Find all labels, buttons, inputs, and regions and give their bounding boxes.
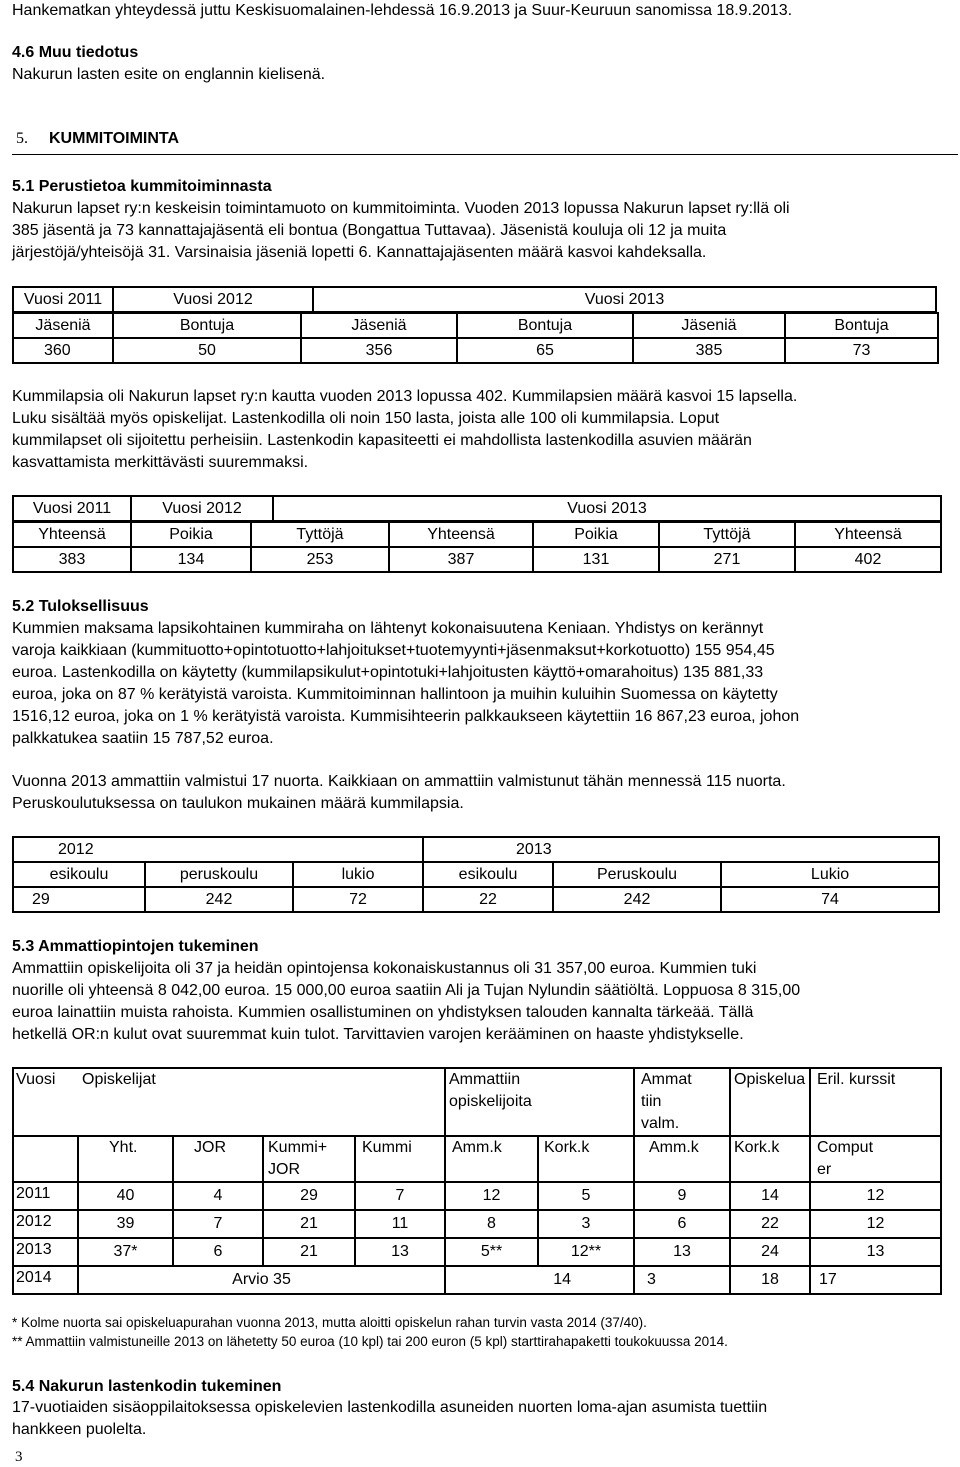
head-text: JOR [268, 1161, 300, 1178]
text-line: Ammattiin opiskelijoita oli 37 ja heidän opintojensa kokonaiskustannus oli 31 357,00 euroa. Kummien tuki [12, 960, 757, 977]
text-line: Kummien maksama lapsikohtainen kummiraha on lähtenyt kokonaisuutena Keniaan. Yhdistys on kerännyt [12, 620, 764, 637]
cell: 29 [263, 1182, 355, 1210]
section-5-1-paragraph-2 [12, 386, 797, 474]
table-row-2014 [13, 1266, 941, 1294]
head-text: Kummi+ [268, 1139, 328, 1156]
cell: 40 [78, 1182, 173, 1210]
year-cell: Vuosi 2012 [131, 496, 273, 521]
chapter-number: 5. [16, 130, 28, 147]
section-5-4-paragraph [12, 1397, 767, 1441]
cell: 13 [634, 1238, 730, 1266]
value-cell: 360 [13, 338, 113, 363]
header-cell: Jäseniä [633, 313, 785, 338]
head-kork-k: Kork.k [538, 1136, 634, 1182]
cell: 6 [173, 1238, 263, 1266]
cell: 21 [263, 1210, 355, 1238]
cell: 24 [730, 1238, 810, 1266]
head-amm-k: Amm.k [634, 1136, 730, 1182]
year-cell: Vuosi 2013 [273, 496, 941, 521]
section-5-3-heading: 5.3 Ammattiopintojen tukeminen [12, 938, 259, 955]
cell-year: 2012 [13, 1210, 78, 1238]
head-opiskelijat: Opiskelijat [78, 1068, 445, 1136]
children-table-body [12, 521, 942, 573]
members-table [12, 286, 937, 313]
table-row [13, 1182, 941, 1210]
section-5-2-heading: 5.2 Tuloksellisuus [12, 598, 149, 615]
text-line: palkkatukea saatiin 15 787,52 euroa. [12, 730, 274, 747]
cell-year: 2013 [13, 1238, 78, 1266]
head-kummi-jor [263, 1136, 355, 1182]
value-cell: 402 [795, 547, 941, 572]
cell-year: 2011 [13, 1182, 78, 1210]
head-computer [810, 1136, 941, 1182]
section-5-1-paragraph [12, 198, 790, 264]
cell-year: 2014 [13, 1266, 78, 1294]
text-line: 17-vuotiaiden sisäoppilaitoksessa opiskelevien lastenkodilla asuneiden nuorten loma-ajan asumista tuettiin [12, 1399, 768, 1416]
head-amm-k: Amm.k [445, 1136, 538, 1182]
year-cell: Vuosi 2013 [313, 287, 936, 312]
header-cell: Bontuja [457, 313, 633, 338]
value-cell: 242 [553, 887, 721, 912]
section-5-2-paragraph [12, 618, 799, 750]
text-line: Peruskoulutuksessa on taulukon mukainen määrä kummilapsia. [12, 795, 464, 812]
header-cell: Peruskoulu [553, 862, 721, 887]
footnote: ** Ammattiin valmistuneille 2013 on lähetetty 50 euroa (10 kpl) tai 200 euron (5 kpl) starttirahapaketti toukokuussa 2014. [12, 1334, 728, 1349]
head-ammattiin-valmistuneet [634, 1068, 730, 1136]
header-line: Hankematkan yhteydessä juttu Keskisuomalainen-lehdessä 16.9.2013 ja Suur-Keuruun sanomissa 18.9.2013. [12, 2, 793, 19]
value-cell: 50 [113, 338, 301, 363]
text-line: Nakurun lapset ry:n keskeisin toimintamuoto on kummitoiminta. Vuoden 2013 lopussa Nakurun lapset ry:llä oli [12, 200, 790, 217]
cell: 14 [445, 1266, 634, 1294]
chapter-5-heading [12, 128, 958, 155]
cell: 12 [810, 1210, 941, 1238]
header-cell: Tyttöjä [659, 522, 795, 547]
value-cell: 134 [131, 547, 251, 572]
value-cell: 74 [721, 887, 939, 912]
header-cell: Bontuja [785, 313, 938, 338]
members-table-body [12, 312, 939, 364]
text-line: 1516,12 euroa, joka on 1 % kerätyistä varoista. Kummisihteerin palkkaukseen käytettiin 16 867,23 euroa, johon [12, 708, 800, 725]
header-cell: Lukio [721, 862, 939, 887]
text-line: euroa. Lastenkodilla on käytetty (kummilapsikulut+opintotuki+lahjoitusten käyttö+omarahoitus) 135 881,33 [12, 664, 764, 681]
year-cell: Vuosi 2011 [13, 496, 131, 521]
text-line: varoja kaikkiaan (kummituotto+opintotuotto+lahjoitukset+tuotemyynti+jäsenmaksut+korkotuotto) 155 954,45 [12, 642, 775, 659]
value-cell: 242 [145, 887, 293, 912]
section-5-3-paragraph [12, 958, 800, 1046]
section-5-4-heading: 5.4 Nakurun lastenkodin tukeminen [12, 1378, 282, 1395]
head-ammattiin-opiskelijoita [445, 1068, 634, 1136]
text-line: euroa, joka on 87 % kerätyistä varoista. Kummitoiminnan hallintoon ja muihin kuluihin Suomessa on käytetty [12, 686, 778, 703]
footnotes [12, 1313, 728, 1351]
value-cell: 72 [293, 887, 423, 912]
text-line: Kummilapsia oli Nakurun lapset ry:n kautta vuoden 2013 lopussa 402. Kummilapsien määrä kasvoi 15 lapsella. [12, 388, 798, 405]
value-cell: 29 [13, 887, 145, 912]
section-5-2-paragraph-2 [12, 771, 786, 815]
header-cell: Yhteensä [13, 522, 131, 547]
head-eril-kurssit: Eril. kurssit [810, 1068, 941, 1136]
text-line: Luku sisältää myös opiskelijat. Lastenkodilla oli noin 150 lasta, joista alle 100 oli kummilapsia. Loput [12, 410, 720, 427]
header-cell: esikoulu [13, 862, 145, 887]
text-line: euroa lainattiin muista rahoista. Kummien osallistuminen on yhdistyksen talouden kannalta tärkeää. Tällä [12, 1004, 754, 1021]
value-cell: 131 [533, 547, 659, 572]
cell: 18 [730, 1266, 810, 1294]
head-kummi: Kummi [355, 1136, 445, 1182]
head-yht: Yht. [78, 1136, 173, 1182]
text-line: kummilapset oli sijoitettu perheisiin. Lastenkodin kapasiteetti ei mahdollista lastenkodilla asuvien määrän [12, 432, 752, 449]
section-5-1-heading: 5.1 Perustietoa kummitoiminnasta [12, 178, 272, 195]
cell: 8 [445, 1210, 538, 1238]
cell: 9 [634, 1182, 730, 1210]
cell: 5** [445, 1238, 538, 1266]
chapter-title: KUMMITOIMINTA [49, 130, 180, 147]
cell: 13 [810, 1238, 941, 1266]
cell: 12 [810, 1182, 941, 1210]
cell: 6 [634, 1210, 730, 1238]
head-text: tiin [641, 1093, 662, 1110]
value-cell: 356 [301, 338, 457, 363]
text-line: hetkellä OR:n kulut ovat suuremmat kuin tulot. Tarvittavien varojen kerääminen on haaste yhdistykselle. [12, 1026, 744, 1043]
header-cell: Poikia [533, 522, 659, 547]
header-cell: Yhteensä [795, 522, 941, 547]
header-cell: Poikia [131, 522, 251, 547]
head-opiskelua: Opiskelua [730, 1068, 810, 1136]
footnote: * Kolme nuorta sai opiskeluapurahan vuonna 2013, mutta aloitti opiskelun rahan turvin vasta 2014 (37/40). [12, 1315, 647, 1330]
cell-arvio: Arvio 35 [78, 1266, 445, 1294]
header-cell: Tyttöjä [251, 522, 389, 547]
cell: 3 [538, 1210, 634, 1238]
head-text: er [817, 1161, 832, 1178]
value-cell: 387 [389, 547, 533, 572]
value-cell: 383 [13, 547, 131, 572]
section-4-6-text: Nakurun lasten esite on englannin kielisenä. [12, 66, 326, 83]
head-text: valm. [641, 1115, 680, 1132]
text-line: kasvattamista merkittävästi suuremmaksi. [12, 454, 309, 471]
value-cell: 22 [423, 887, 553, 912]
head-vuosi: Vuosi [13, 1068, 78, 1136]
year-cell: 2012 [13, 837, 423, 862]
header-cell: lukio [293, 862, 423, 887]
year-cell: 2013 [423, 837, 939, 862]
empty-cell [13, 1136, 78, 1182]
section-4-6-heading: 4.6 Muu tiedotus [12, 44, 139, 61]
cell: 12** [538, 1238, 634, 1266]
text-line: nuorille oli yhteensä 8 042,00 euroa. 15 000,00 euroa saatiin Ali ja Tujan Nylundin säätiöltä. Loppuosa 8 315,00 [12, 982, 801, 999]
table-row [13, 1210, 941, 1238]
text-line: Vuonna 2013 ammattiin valmistui 17 nuorta. Kaikkiaan on ammattiin valmistunut tähän mennessä 115 nuorta. [12, 773, 786, 790]
head-text: Ammattiin [449, 1071, 521, 1088]
schooling-table [12, 836, 940, 913]
text-line: järjestöjä/yhteisöjä 31. Varsinaisia jäseniä lopetti 6. Kannattajajäsenten määrä kasvoi kahdeksalla. [12, 244, 707, 261]
cell: 13 [355, 1238, 445, 1266]
cell: 17 [810, 1266, 941, 1294]
value-cell: 73 [785, 338, 938, 363]
value-cell: 271 [659, 547, 795, 572]
cell: 39 [78, 1210, 173, 1238]
header-cell: Jäseniä [13, 313, 113, 338]
cell: 37* [78, 1238, 173, 1266]
value-cell: 253 [251, 547, 389, 572]
children-table [12, 495, 942, 522]
value-cell: 385 [633, 338, 785, 363]
text-line: 385 jäsentä ja 73 kannattajajäsentä eli bontua (Bongattua Tuttavaa). Jäsenistä kouluja oli 12 ja muita [12, 222, 727, 239]
cell: 22 [730, 1210, 810, 1238]
cell: 4 [173, 1182, 263, 1210]
cell: 14 [730, 1182, 810, 1210]
cell: 21 [263, 1238, 355, 1266]
year-cell: Vuosi 2011 [13, 287, 113, 312]
cell: 5 [538, 1182, 634, 1210]
table-row [13, 1238, 941, 1266]
head-text: Ammat [641, 1071, 692, 1088]
header-cell: esikoulu [423, 862, 553, 887]
header-cell: peruskoulu [145, 862, 293, 887]
vocational-table [12, 1067, 942, 1295]
header-cell: Bontuja [113, 313, 301, 338]
page-number: 3 [15, 1449, 23, 1465]
head-jor: JOR [173, 1136, 263, 1182]
head-kork-k: Kork.k [730, 1136, 810, 1182]
head-text: Comput [817, 1139, 874, 1156]
year-cell: Vuosi 2012 [113, 287, 313, 312]
value-cell: 65 [457, 338, 633, 363]
cell: 7 [173, 1210, 263, 1238]
cell: 3 [634, 1266, 730, 1294]
text-line: hankkeen puolelta. [12, 1421, 147, 1438]
cell: 11 [355, 1210, 445, 1238]
header-cell: Jäseniä [301, 313, 457, 338]
header-cell: Yhteensä [389, 522, 533, 547]
cell: 12 [445, 1182, 538, 1210]
cell: 7 [355, 1182, 445, 1210]
head-text: opiskelijoita [449, 1093, 532, 1110]
